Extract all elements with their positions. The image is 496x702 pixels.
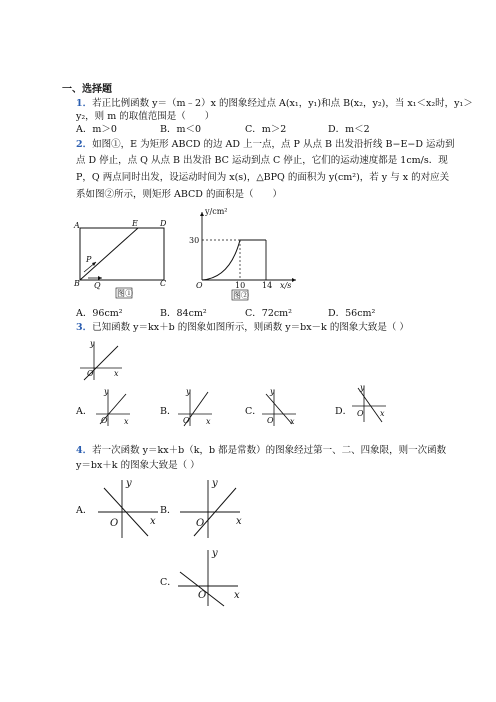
q3-given-o: O bbox=[87, 369, 94, 378]
fig2-ylabel: y/cm² bbox=[205, 207, 228, 216]
q4-option-a[interactable]: A． bbox=[76, 505, 93, 516]
q4-option-c[interactable]: C． bbox=[160, 577, 177, 588]
section-title: 一、选择题 bbox=[62, 84, 112, 95]
q1-option-b[interactable]: B．m＜0 bbox=[160, 124, 202, 135]
q2-line3: P，Q 两点同时出发，设运动时间为 x(s)，△BPQ 的面积为 y(cm²)，若 y 与 x 的对应关 bbox=[76, 172, 450, 183]
q4-b-o: O bbox=[196, 518, 205, 529]
q2-number: 2． bbox=[76, 139, 93, 150]
q2-line2: 点 D 停止，点 Q 从点 B 出发沿 BC 运动到点 C 停止，它们的运动速度都是 1cm/s．现 bbox=[76, 155, 448, 166]
q3-d-y: y bbox=[360, 383, 365, 392]
q3-option-a[interactable]: A． bbox=[76, 406, 93, 417]
label-e: E bbox=[132, 219, 138, 228]
q3-d-o: O bbox=[357, 409, 364, 418]
fig2-x14: 14 bbox=[262, 281, 273, 290]
q1-line1 bbox=[76, 98, 473, 110]
q2-line4: 系如图②所示，则矩形 ABCD 的面积是（ ） bbox=[76, 189, 282, 200]
label-a: A bbox=[74, 221, 80, 230]
q2-text-1: 如图①，E 为矩形 ABCD 的边 AD 上一点，点 P 从点 B 出发沿折线 B−E−D 运动到 bbox=[92, 139, 455, 150]
q4-b-x: x bbox=[236, 516, 242, 527]
q2-line1 bbox=[76, 139, 455, 151]
q3-option-d[interactable]: D． bbox=[335, 406, 353, 417]
q3-c-o: O bbox=[267, 416, 274, 425]
q3-c-x: x bbox=[290, 417, 295, 426]
q4-c-y: y bbox=[212, 548, 218, 559]
q3-text: 已知函数 y＝kx＋b 的图象如图所示，则函数 y＝bx－k 的图象大致是（ ） bbox=[92, 322, 409, 333]
fig1-caption: 图① bbox=[117, 289, 133, 298]
q3-c-y: y bbox=[270, 387, 275, 396]
q4-line2: y＝bx＋k 的图象大致是（ ） bbox=[76, 460, 200, 471]
q3-option-b-graph[interactable] bbox=[178, 388, 218, 428]
fig2-xlabel: x/s bbox=[280, 281, 292, 290]
q4-line1 bbox=[76, 445, 446, 457]
fig2-y30: 30 bbox=[189, 236, 200, 245]
q4-option-c-graph[interactable] bbox=[178, 548, 248, 608]
label-q: Q bbox=[94, 281, 101, 290]
q1-option-a[interactable]: A．m＞0 bbox=[76, 124, 117, 135]
q3-option-b[interactable]: B． bbox=[160, 406, 177, 417]
fig2-origin: O bbox=[196, 281, 203, 290]
q1-number: 1． bbox=[76, 98, 93, 109]
q4-c-o: O bbox=[198, 590, 207, 601]
q1-text-1: 若正比例函数 y＝（m﹣2）x 的图象经过点 A(x₁，y₁)和点 B(x₂，y₂)，当 x₁＜x₂时，y₁＞ bbox=[92, 98, 473, 109]
q3-b-y: y bbox=[186, 387, 191, 396]
q4-a-x: x bbox=[150, 516, 156, 527]
label-c: C bbox=[160, 279, 167, 288]
q3-a-y: y bbox=[104, 387, 109, 396]
q2-figure-1 bbox=[72, 219, 172, 300]
q4-a-o: O bbox=[110, 518, 119, 529]
label-b: B bbox=[74, 279, 80, 288]
q3-number: 3． bbox=[76, 322, 93, 333]
fig2-caption: 图② bbox=[233, 291, 249, 300]
q2-figure-2 bbox=[189, 207, 306, 300]
q3-option-d-graph[interactable] bbox=[352, 384, 392, 424]
q4-option-b[interactable]: B． bbox=[160, 505, 177, 516]
q1-option-c[interactable]: C．m＞2 bbox=[245, 124, 287, 135]
q3-option-c[interactable]: C． bbox=[245, 406, 262, 417]
q4-c-x: x bbox=[234, 590, 240, 601]
q1-line2: y₂，则 m 的取值范围是（ ） bbox=[76, 111, 215, 122]
q3-b-x: x bbox=[206, 417, 211, 426]
q4-b-y: y bbox=[212, 478, 218, 489]
q2-option-b[interactable]: B．84cm² bbox=[160, 308, 207, 319]
q2-option-c[interactable]: C．72cm² bbox=[245, 308, 292, 319]
q4-a-y: y bbox=[126, 478, 132, 489]
label-d: D bbox=[160, 219, 167, 228]
q1-option-d[interactable]: D．m＜2 bbox=[328, 124, 370, 135]
q3-b-o: O bbox=[183, 416, 190, 425]
q4-number: 4． bbox=[76, 445, 93, 456]
q3-option-c-graph[interactable] bbox=[262, 388, 302, 428]
q2-option-a[interactable]: A．96cm² bbox=[76, 308, 123, 319]
q2-option-d[interactable]: D．56cm² bbox=[328, 308, 376, 319]
q3-given-x: x bbox=[114, 369, 119, 378]
q3-d-x: x bbox=[380, 409, 385, 418]
q4-option-b-graph[interactable] bbox=[180, 478, 250, 540]
q3-given-graph bbox=[80, 340, 130, 382]
fig2-x10: 10 bbox=[235, 281, 246, 290]
q4-option-a-graph[interactable] bbox=[98, 478, 168, 540]
q4-text-1: 若一次函数 y＝kx＋b（k，b 都是常数）的图象经过第一、二、四象限，则一次函数 bbox=[92, 445, 447, 456]
q3-a-x: x bbox=[124, 417, 129, 426]
q3-line bbox=[76, 322, 409, 334]
q3-given-y: y bbox=[90, 339, 95, 348]
q3-a-o: O bbox=[101, 416, 108, 425]
label-p: P bbox=[86, 255, 92, 264]
q3-option-a-graph[interactable] bbox=[96, 388, 136, 428]
